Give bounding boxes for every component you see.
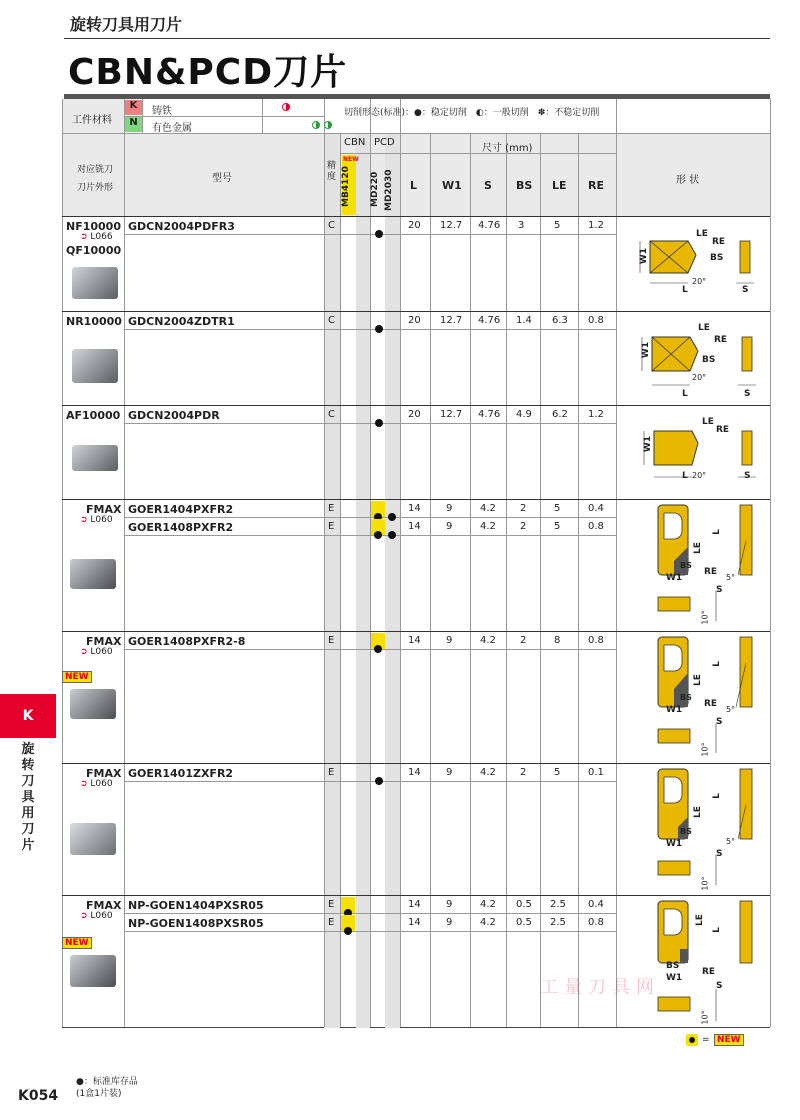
insert-shape-diagram xyxy=(618,633,768,761)
n-half-icon-2 xyxy=(324,121,332,129)
dim-W1: 9 xyxy=(446,521,453,532)
cutter-ref: ➲ L060 xyxy=(80,647,113,657)
cutter-name-2: QF10000 xyxy=(66,244,122,257)
cutter-name: AF10000 xyxy=(66,409,121,422)
insert-photo xyxy=(72,267,118,299)
label-angle: 5° xyxy=(726,837,736,846)
label-L: L xyxy=(682,389,688,399)
stock-dot xyxy=(388,506,396,525)
stock-dot xyxy=(375,223,383,242)
cbn-header: CBN xyxy=(344,137,366,148)
page-subtitle: 旋转刀具用刀片 xyxy=(70,15,183,34)
page-ref-icon: ➲ xyxy=(80,515,88,525)
dim-BS: 0.5 xyxy=(516,899,532,910)
cutter-ref: ➲ L060 xyxy=(80,515,113,525)
precision: E xyxy=(328,767,335,778)
cutter-name: FMAX xyxy=(86,503,122,516)
cbn-band xyxy=(356,133,370,1028)
cutter-name: NF10000 xyxy=(66,220,121,233)
label-W1: W1 xyxy=(666,705,683,715)
dim-LE: 8 xyxy=(554,635,561,646)
label-angle: 10° xyxy=(700,610,710,625)
dim-RE: 0.8 xyxy=(588,635,604,646)
dim-L: 20 xyxy=(408,409,421,420)
label-LE: LE xyxy=(694,914,705,926)
dim-S: 4.76 xyxy=(478,315,501,326)
page-ref-icon: ➲ xyxy=(80,911,88,921)
footer-note-line1: ●：标准库存品 xyxy=(76,1077,138,1087)
stock-dot-new xyxy=(374,638,382,657)
model[interactable]: NP-GOEN1404PXSR05 xyxy=(128,899,264,912)
label-S: S xyxy=(716,849,723,859)
insert-photo xyxy=(70,823,116,855)
dim-S: 4.76 xyxy=(478,220,501,231)
label-L: L xyxy=(711,927,722,933)
side-tab-text: 旋转刀具用刀片 xyxy=(21,742,35,853)
footer-note xyxy=(76,1076,138,1100)
dim-RE: 1.2 xyxy=(588,409,604,420)
header-shade xyxy=(62,133,770,217)
label-S: S xyxy=(744,389,751,399)
dim-RE: 1.2 xyxy=(588,220,604,231)
col-LE: LE xyxy=(552,179,567,192)
model[interactable]: GOER1408PXFR2-8 xyxy=(128,635,246,648)
dim-L: 14 xyxy=(408,917,421,928)
grade-mb4120: MB4120 xyxy=(341,166,351,207)
watermark: 工量刀具网 xyxy=(540,977,660,998)
precision: E xyxy=(328,899,335,910)
header-rule xyxy=(64,38,770,39)
dim-BS: 2 xyxy=(520,767,527,778)
label-LE: LE xyxy=(702,417,714,427)
material-name-n: 有色金属 xyxy=(152,123,192,134)
dim-S: 4.2 xyxy=(480,767,496,778)
insert-photo xyxy=(70,689,116,719)
label-RE: RE xyxy=(712,237,726,247)
dim-BS: 2 xyxy=(520,635,527,646)
precision-band xyxy=(324,133,340,1028)
cutter-ref: ➲ L060 xyxy=(80,779,113,789)
dim-S: 4.2 xyxy=(480,503,496,514)
label-RE: RE xyxy=(714,335,728,345)
cutter-ref: ➲ L066 xyxy=(80,232,113,242)
model[interactable]: NP-GOEN1408PXSR05 xyxy=(128,917,264,930)
label-W1: W1 xyxy=(666,573,683,583)
precision: E xyxy=(328,521,335,532)
label-LE: LE xyxy=(692,806,703,818)
precision: C xyxy=(328,315,335,326)
precision: E xyxy=(328,635,335,646)
k-half-icon xyxy=(282,103,290,111)
new-tag-mb4120: NEW xyxy=(343,156,359,163)
dim-W1: 12.7 xyxy=(440,315,463,326)
material-code-k: K xyxy=(125,100,142,115)
dims-header: 尺寸 (mm) xyxy=(482,143,533,154)
material-name-k: 铸铁 xyxy=(152,106,172,117)
model-column-header: 型号 xyxy=(212,173,232,184)
pcd-header: PCD xyxy=(374,137,395,148)
label-S: S xyxy=(742,285,749,295)
dim-RE: 0.4 xyxy=(588,899,604,910)
cutter-name: NR10000 xyxy=(66,315,122,328)
dim-L: 14 xyxy=(408,521,421,532)
page-title: CBN&PCD刀片 xyxy=(68,52,348,93)
label-W1: W1 xyxy=(666,973,683,983)
label-angle: 5° xyxy=(726,573,736,582)
dim-LE: 2.5 xyxy=(550,899,566,910)
label-BS: BS xyxy=(680,827,692,836)
new-legend-dot xyxy=(689,1037,695,1043)
label-angle: 20° xyxy=(692,277,707,286)
label-angle: 20° xyxy=(692,373,707,382)
model[interactable]: GOER1408PXFR2 xyxy=(128,521,234,534)
dim-W1: 9 xyxy=(446,917,453,928)
stock-dot xyxy=(375,770,383,789)
insert-photo xyxy=(72,349,118,383)
label-S: S xyxy=(716,981,723,991)
insert-photo xyxy=(72,445,118,471)
dim-LE: 6.3 xyxy=(552,315,568,326)
label-S: S xyxy=(744,471,751,481)
col-L: L xyxy=(410,179,418,192)
dim-LE: 6.2 xyxy=(552,409,568,420)
dim-L: 20 xyxy=(408,315,421,326)
page-ref-icon: ➲ xyxy=(80,779,88,789)
cutter-name: FMAX xyxy=(86,767,122,780)
precision: E xyxy=(328,503,335,514)
footer-note-line2: (1盒1片装) xyxy=(76,1089,122,1099)
dim-RE: 0.1 xyxy=(588,767,604,778)
col-W1: W1 xyxy=(442,179,462,192)
dim-RE: 0.8 xyxy=(588,521,604,532)
dim-LE: 5 xyxy=(554,220,561,231)
label-LE: LE xyxy=(696,229,708,239)
cutter-column-header: 对应铣刀 刀片外形 xyxy=(76,165,113,193)
dim-S: 4.76 xyxy=(478,409,501,420)
label-W1: W1 xyxy=(643,435,654,453)
side-tab-k[interactable]: K xyxy=(0,694,56,738)
dim-W1: 12.7 xyxy=(440,220,463,231)
dim-BS: 2 xyxy=(520,521,527,532)
insert-shape-diagram xyxy=(618,897,768,1025)
dim-BS: 3 xyxy=(518,220,525,231)
label-angle: 10° xyxy=(700,742,710,757)
model[interactable]: GDCN2004ZDTR1 xyxy=(128,315,235,328)
label-W1: W1 xyxy=(666,839,683,849)
label-S: S xyxy=(716,585,723,595)
page-ref-icon: ➲ xyxy=(80,232,88,242)
label-RE: RE xyxy=(702,967,716,977)
col-RE: RE xyxy=(588,179,604,192)
cutter-ref: ➲ L060 xyxy=(80,911,113,921)
label-angle: 5° xyxy=(726,705,736,714)
dim-BS: 4.9 xyxy=(516,409,532,420)
dim-RE: 0.8 xyxy=(588,315,604,326)
dim-BS: 2 xyxy=(520,503,527,514)
pcd-band xyxy=(385,133,400,1028)
insert-photo xyxy=(70,559,116,589)
label-angle: 10° xyxy=(700,1010,710,1025)
insert-shape-diagram xyxy=(618,407,768,497)
label-L: L xyxy=(711,793,722,799)
dim-S: 4.2 xyxy=(480,635,496,646)
label-S: S xyxy=(716,717,723,727)
new-legend-badge: NEW xyxy=(714,1034,744,1046)
dim-S: 4.2 xyxy=(480,899,496,910)
new-badge: NEW xyxy=(62,937,92,949)
new-badge: NEW xyxy=(62,671,92,683)
dim-W1: 9 xyxy=(446,767,453,778)
label-LE: LE xyxy=(692,674,703,686)
dim-L: 14 xyxy=(408,503,421,514)
n-half-icon-1 xyxy=(312,121,320,129)
label-angle: 20° xyxy=(692,471,707,480)
label-RE: RE xyxy=(704,567,718,577)
label-BS: BS xyxy=(666,961,680,971)
dim-L: 14 xyxy=(408,635,421,646)
label-L: L xyxy=(682,285,688,295)
stock-dot xyxy=(375,412,383,431)
label-L: L xyxy=(711,529,722,535)
dim-W1: 9 xyxy=(446,503,453,514)
dim-BS: 1.4 xyxy=(516,315,532,326)
model[interactable]: GDCN2004PDR xyxy=(128,409,220,422)
dim-W1: 9 xyxy=(446,635,453,646)
precision: C xyxy=(328,409,335,420)
work-material-label: 工件材料 xyxy=(72,115,112,126)
precision-column-header: 精度 xyxy=(327,161,337,182)
label-BS: BS xyxy=(680,561,692,570)
precision: C xyxy=(328,220,335,231)
label-W1: W1 xyxy=(641,341,652,359)
dim-S: 4.2 xyxy=(480,521,496,532)
label-L: L xyxy=(711,661,722,667)
page-ref-icon: ➲ xyxy=(80,647,88,657)
label-RE: RE xyxy=(716,425,730,435)
grade-md2030: MD2030 xyxy=(384,169,394,211)
dim-L: 20 xyxy=(408,220,421,231)
dim-L: 14 xyxy=(408,899,421,910)
label-BS: BS xyxy=(702,355,716,365)
dim-S: 4.2 xyxy=(480,917,496,928)
dim-RE: 0.8 xyxy=(588,917,604,928)
col-S: S xyxy=(484,179,492,192)
cutter-name: FMAX xyxy=(86,899,122,912)
stock-dot xyxy=(375,318,383,337)
dim-LE: 5 xyxy=(554,521,561,532)
dim-L: 14 xyxy=(408,767,421,778)
label-angle: 10° xyxy=(700,876,710,891)
precision: E xyxy=(328,917,335,928)
col-BS: BS xyxy=(516,179,533,192)
model[interactable]: GDCN2004PDFR3 xyxy=(128,220,235,233)
insert-photo xyxy=(70,955,116,987)
model[interactable]: GOER1404PXFR2 xyxy=(128,503,234,516)
insert-shape-diagram xyxy=(618,501,768,629)
grade-md220: MD220 xyxy=(370,171,380,207)
dim-W1: 12.7 xyxy=(440,409,463,420)
dim-BS: 0.5 xyxy=(516,917,532,928)
insert-shape-diagram xyxy=(618,765,768,893)
cut-legend: 切削形态(标准)：●：稳定切削 ◐：一般切削 ✽：不稳定切削 xyxy=(344,108,600,118)
label-W1: W1 xyxy=(639,247,650,265)
model[interactable]: GOER1401ZXFR2 xyxy=(128,767,234,780)
label-BS: BS xyxy=(710,253,724,263)
label-BS: BS xyxy=(680,693,692,702)
label-LE: LE xyxy=(692,542,703,554)
stock-dot-new xyxy=(374,524,382,543)
label-LE: LE xyxy=(698,323,710,333)
dim-LE: 2.5 xyxy=(550,917,566,928)
material-code-n: N xyxy=(125,117,142,132)
dim-W1: 9 xyxy=(446,899,453,910)
new-legend-eq: = xyxy=(702,1035,710,1045)
label-RE: RE xyxy=(704,699,718,709)
stock-dot-new xyxy=(344,920,352,939)
dim-LE: 5 xyxy=(554,767,561,778)
dim-LE: 5 xyxy=(554,503,561,514)
shape-header: 形 状 xyxy=(676,175,700,186)
stock-dot xyxy=(388,524,396,543)
product-table xyxy=(62,99,770,1028)
cutter-name: FMAX xyxy=(86,635,122,648)
dim-RE: 0.4 xyxy=(588,503,604,514)
page-number: K054 xyxy=(18,1088,59,1104)
label-L: L xyxy=(682,471,688,481)
